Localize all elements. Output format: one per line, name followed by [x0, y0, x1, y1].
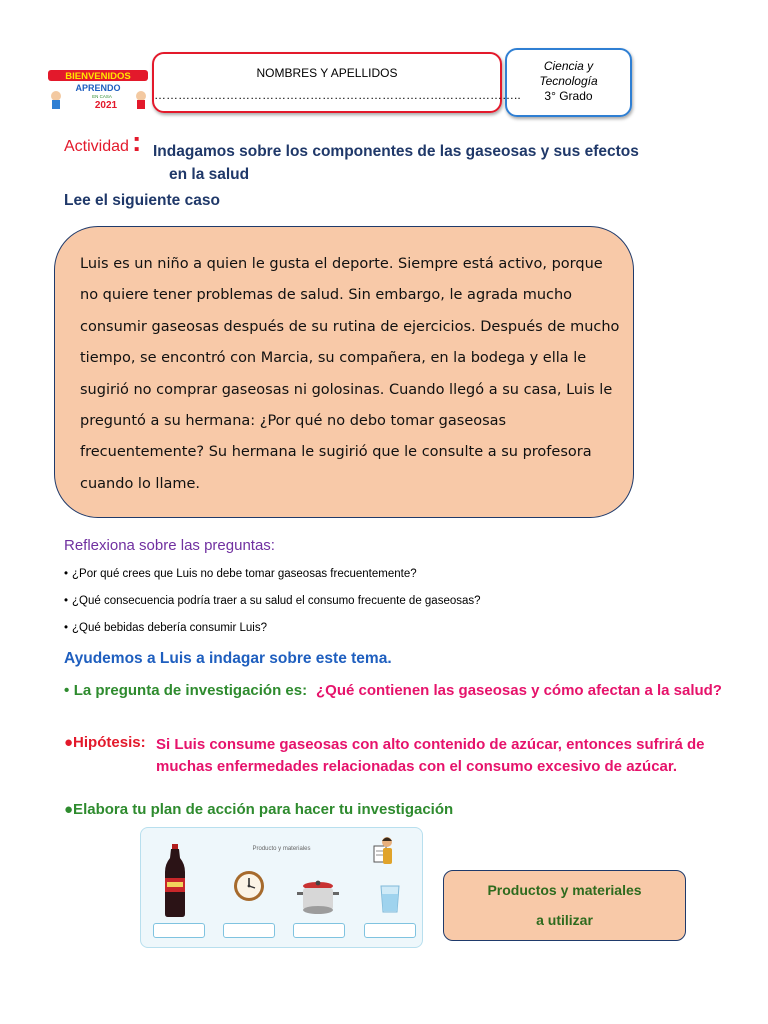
subject-line-1: Ciencia y	[543, 59, 594, 73]
research-question-label: La pregunta de investigación es:	[73, 682, 308, 699]
products-box	[443, 870, 686, 941]
bullet: •	[64, 682, 70, 699]
svg-text:2021: 2021	[94, 100, 118, 110]
name-box	[152, 52, 521, 113]
svg-text:BIENVENIDOS: BIENVENIDOS	[65, 71, 131, 82]
materials-illustration	[140, 827, 423, 948]
name-box-title: NOMBRES Y APELLIDOS	[256, 66, 398, 80]
list-item: • ¿Qué consecuencia podría traer a su salud el consumo frecuente de gaseosas?	[64, 593, 481, 620]
illustration-title: Producto y materiales	[252, 846, 311, 852]
subject-line-2: Tecnología	[539, 74, 598, 88]
grade-label: 3° Grado	[544, 89, 593, 103]
activity-title-line-2: en la salud	[169, 166, 250, 183]
products-line-1: Productos y materiales	[487, 882, 642, 898]
activity-title-line-1: Indagamos sobre los componentes de las gaseosas y sus efectos	[153, 143, 639, 160]
research-question	[64, 680, 724, 702]
list-item: • ¿Qué bebidas debería consumir Luis?	[64, 620, 481, 647]
story-box	[54, 226, 634, 518]
clock-icon	[233, 870, 265, 902]
activity-colon: :	[132, 126, 142, 157]
person-icon	[373, 834, 395, 872]
products-line-2: a utilizar	[536, 912, 593, 928]
material-slot-4[interactable]	[364, 923, 416, 938]
research-question-answer: ¿Qué contienen las gaseosas y cómo afectan a la salud?	[316, 682, 722, 699]
name-line[interactable]: ………………………………………………………………………………..	[154, 88, 521, 102]
hypothesis-text: Si Luis consume gaseosas con alto contenido de azúcar, entonces sufrirá de muchas enfermedades relacionadas con el consumo excesivo de azúcar.	[156, 736, 705, 775]
material-slot-3[interactable]	[293, 923, 345, 938]
material-slot-2[interactable]	[223, 923, 275, 938]
glass-icon	[379, 884, 401, 914]
hypothesis	[64, 734, 744, 775]
material-slot-1[interactable]	[153, 923, 205, 938]
svg-text:EN CASA: EN CASA	[92, 94, 112, 99]
subject-box	[505, 48, 632, 117]
list-item: • ¿Por qué crees que Luis no debe tomar gaseosas frecuentemente?	[64, 566, 481, 593]
read-case-heading: Lee el siguiente caso	[64, 192, 220, 209]
pot-icon	[297, 880, 339, 916]
hypothesis-label: ●Hipótesis:	[64, 734, 146, 751]
story-text: Luis es un niño a quien le gusta el deporte. Siempre está activo, porque no quiere tener problemas de salud. Sin embargo, le agrada mucho consumir gaseosas después de su rutina de ejercicios. Después de mucho tiempo, se encontró con Marcia, su compañera, en la bodega y ella le sugirió no comprar gaseosas ni golosinas. Cuando llegó a su casa, Luis le preguntó a su hermana: ¿Por qué no debo tomar gaseosas frecuentemente? Su hermana le sugirió que le consulte a su profesora cuando lo llame.	[80, 256, 620, 492]
bienvenidos-logo	[46, 66, 150, 110]
reflect-questions	[64, 566, 481, 647]
help-heading: Ayudemos a Luis a indagar sobre este tema.	[64, 650, 392, 667]
svg-text:APRENDO: APRENDO	[75, 83, 121, 93]
plan-heading: ●Elabora tu plan de acción para hacer tu investigación	[64, 801, 454, 818]
activity-label: Actividad	[64, 138, 129, 155]
reflect-heading: Reflexiona sobre las preguntas:	[64, 537, 275, 554]
activity-title	[153, 140, 653, 186]
soda-bottle-icon	[163, 844, 187, 918]
